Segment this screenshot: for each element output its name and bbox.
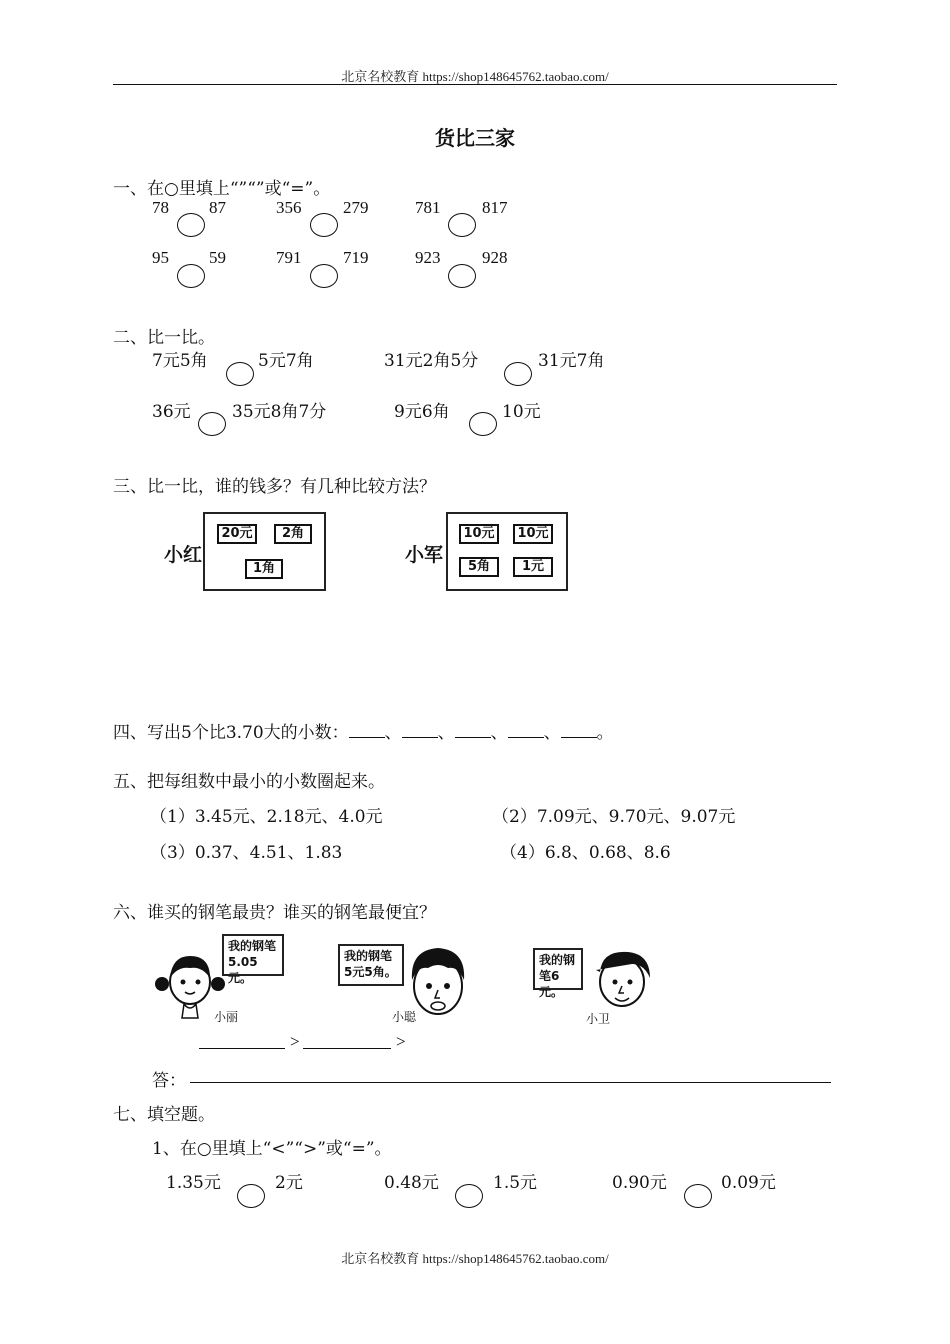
- s1-right: 817: [482, 198, 508, 217]
- s1-left: 923: [415, 248, 441, 267]
- page-footer: 北京名校教育 https://shop148645762.taobao.com/: [341, 1251, 609, 1266]
- answer-circle[interactable]: [448, 213, 476, 237]
- s1-left: 791: [276, 248, 302, 267]
- s1-right: 59: [209, 248, 226, 267]
- xiaocong-name: 小聪: [392, 1010, 417, 1024]
- money-note: 5角: [459, 557, 499, 577]
- answer-blank[interactable]: [561, 723, 597, 738]
- section-6-heading: 六、谁买的钢笔最贵？谁买的钢笔最便宜？: [113, 903, 436, 923]
- s5-group-1: （1）3.45元、2.18元、4.0元: [150, 807, 383, 827]
- s7-right: 2元: [275, 1173, 303, 1193]
- xiaowei-name: 小卫: [586, 1012, 611, 1026]
- s5-group-3: （3）0.37、4.51、1.83: [150, 843, 343, 863]
- s7-right: 1.5元: [493, 1173, 538, 1193]
- section-5-heading: 五、把每组数中最小的小数圈起来。: [113, 772, 385, 792]
- money-note: 1元: [513, 557, 553, 577]
- s1-left: 781: [415, 198, 441, 217]
- page-header: 北京名校教育 https://shop148645762.taobao.com/: [341, 69, 609, 84]
- header-rule: [113, 84, 837, 85]
- s7-left: 0.90元: [612, 1173, 667, 1193]
- s5-group-2: （2）7.09元、9.70元、9.07元: [492, 807, 736, 827]
- page-title: 货比三家: [435, 126, 515, 150]
- answer-circle[interactable]: [198, 412, 226, 436]
- s2-left: 31元2角5分: [384, 351, 479, 371]
- answer-circle[interactable]: [310, 213, 338, 237]
- s7-question-1: 1、在○里填上“<”“>”或“=”。: [152, 1139, 392, 1159]
- section-2-heading: 二、比一比。: [113, 328, 215, 348]
- money-note: 1角: [245, 559, 283, 579]
- answer-blank[interactable]: [402, 723, 438, 738]
- section-1-heading: 一、在○里填上“”“”或“=”。: [113, 179, 331, 199]
- answer-blank[interactable]: [303, 1048, 391, 1049]
- s2-right: 5元7角: [258, 351, 314, 371]
- xiaojun-label: 小军: [405, 544, 444, 566]
- s1-right: 928: [482, 248, 508, 267]
- xiaoli-name: 小丽: [214, 1010, 239, 1024]
- answer-circle[interactable]: [177, 264, 205, 288]
- s1-left: 78: [152, 198, 169, 217]
- boy-xiaowei-illustration: [588, 942, 660, 1014]
- s1-left: 95: [152, 248, 169, 267]
- answer-circle[interactable]: [455, 1184, 483, 1208]
- s2-right: 35元8角7分: [232, 402, 327, 422]
- answer-circle[interactable]: [226, 362, 254, 386]
- s4-text: 四、写出5个比3.70大的小数：: [113, 723, 349, 743]
- s2-right: 31元7角: [538, 351, 605, 371]
- s1-right: 279: [343, 198, 369, 217]
- s2-left: 7元5角: [152, 351, 208, 371]
- answer-blank[interactable]: [455, 723, 491, 738]
- s1-right: 87: [209, 198, 226, 217]
- money-note: 10元: [513, 524, 553, 544]
- answer-label: 答：: [152, 1071, 186, 1091]
- answer-line[interactable]: [190, 1082, 831, 1083]
- money-note: 2角: [274, 524, 312, 544]
- answer-blank[interactable]: [349, 723, 385, 738]
- greater-than-sign: >: [396, 1032, 406, 1051]
- answer-blank[interactable]: [508, 723, 544, 738]
- xiaohong-label: 小红: [164, 544, 203, 566]
- s2-left: 36元: [152, 402, 191, 422]
- answer-blank[interactable]: [199, 1048, 285, 1049]
- s2-right: 10元: [502, 402, 541, 422]
- answer-circle[interactable]: [310, 264, 338, 288]
- greater-than-sign: >: [290, 1032, 300, 1051]
- s7-left: 0.48元: [384, 1173, 439, 1193]
- answer-circle[interactable]: [504, 362, 532, 386]
- answer-circle[interactable]: [684, 1184, 712, 1208]
- s7-left: 1.35元: [166, 1173, 221, 1193]
- answer-circle[interactable]: [177, 213, 205, 237]
- answer-circle[interactable]: [469, 412, 497, 436]
- answer-circle[interactable]: [448, 264, 476, 288]
- money-note: 10元: [459, 524, 499, 544]
- xiaowei-speech-bubble: 我的钢 笔6元。: [533, 948, 583, 990]
- section-3-heading: 三、比一比，谁的钱多？有几种比较方法？: [113, 477, 436, 497]
- s1-left: 356: [276, 198, 302, 217]
- section-4-heading: 四、写出5个比3.70大的小数： 、 、 、 、 。: [113, 723, 614, 743]
- s5-group-4: （4）6.8、0.68、8.6: [500, 843, 671, 863]
- answer-circle[interactable]: [237, 1184, 265, 1208]
- money-note: 20元: [217, 524, 257, 544]
- xiaocong-speech-bubble: 我的钢笔 5元5角。: [338, 944, 404, 986]
- xiaoli-speech-bubble: 我的钢笔 5.05元。: [222, 934, 284, 976]
- s7-right: 0.09元: [721, 1173, 776, 1193]
- s1-right: 719: [343, 248, 369, 267]
- s2-left: 9元6角: [394, 402, 450, 422]
- section-7-heading: 七、填空题。: [113, 1105, 215, 1125]
